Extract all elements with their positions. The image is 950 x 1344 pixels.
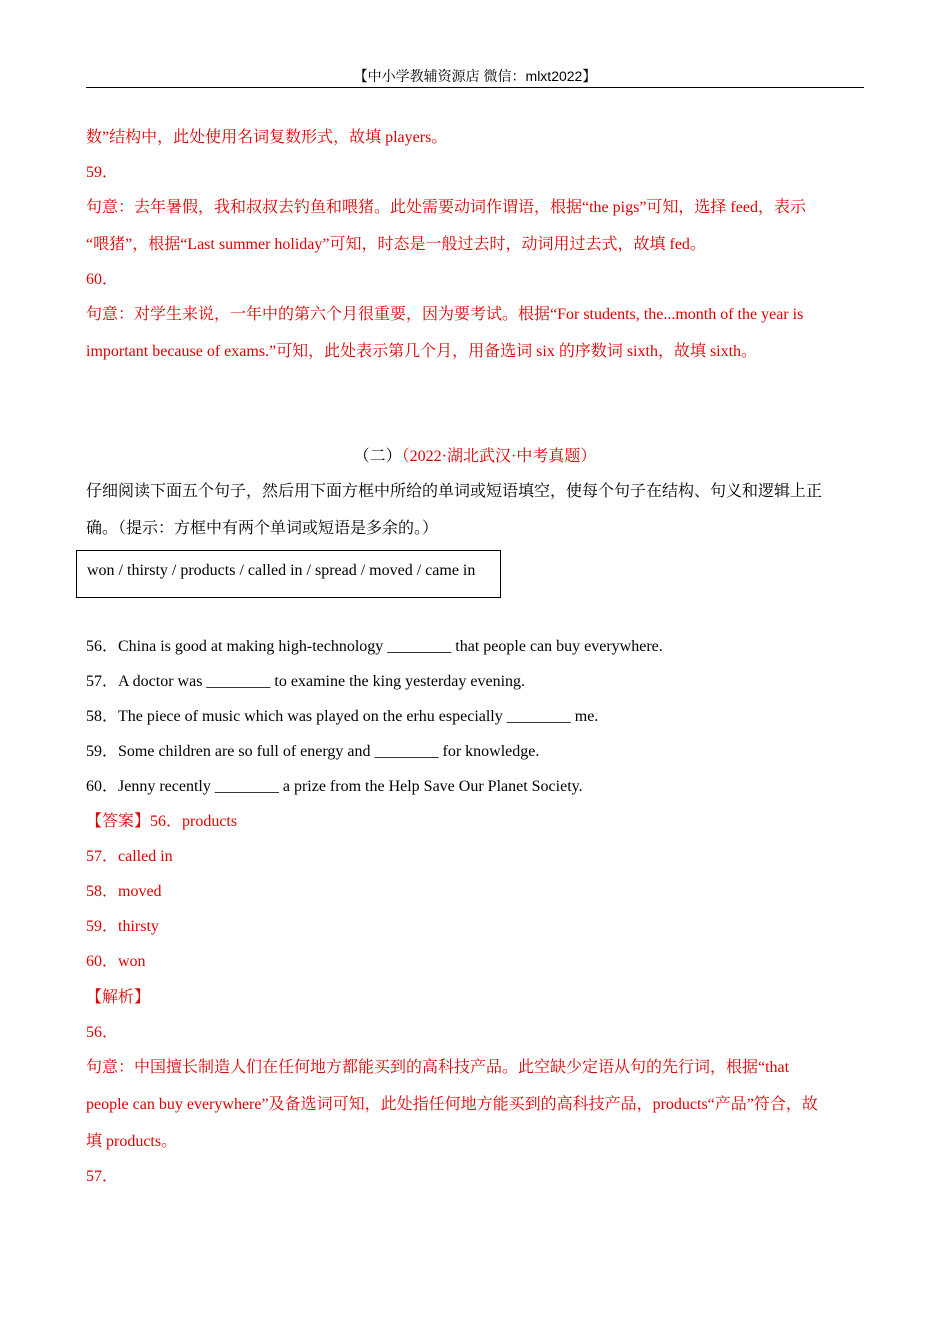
answer-56: 【答案】56．products (86, 813, 238, 830)
question-60-number: 60． (86, 271, 119, 288)
header-divider (86, 87, 864, 88)
answer-57: 57．called in (86, 848, 173, 865)
question-59-number: 59． (86, 164, 119, 181)
question-58: 58．The piece of music which was played on the erhu especially ________ me. (86, 708, 599, 725)
analysis-56-line1: 句意：中国擅长制造人们在任何地方都能买到的高科技产品。此空缺少定语从句的先行词，根据“that (86, 1059, 790, 1076)
section-title (86, 447, 864, 467)
answer-58: 58．moved (86, 883, 162, 900)
question-60-explanation-line1: 句意：对学生来说，一年中的第六个月很重要，因为要考试。根据“For students, the...month of the year is (86, 306, 804, 323)
instructions-line1: 仔细阅读下面五个句子，然后用下面方框中所给的单词或短语填空，使每个句子在结构、句义和逻辑上正 (86, 483, 823, 500)
question-56: 56．China is good at making high-technology ________ that people can buy everywhere. (86, 638, 663, 655)
section-number: （二） (353, 448, 402, 465)
question-59-explanation-line2: “喂猪”，根据“Last summer holiday”可知，时态是一般过去时，动词用过去式，故填 fed。 (86, 236, 706, 253)
question-59: 59．Some children are so full of energy and ________ for knowledge. (86, 743, 540, 760)
instructions-line2: 确。（提示：方框中有两个单词或短语是多余的。） (86, 520, 439, 537)
analysis-label: 【解析】 (86, 989, 151, 1006)
page-header: 【中小学教辅资源店 微信：mlxt2022】 (353, 68, 597, 84)
analysis-56-number: 56． (86, 1024, 119, 1041)
word-box (76, 550, 501, 598)
question-57: 57．A doctor was ________ to examine the king yesterday evening. (86, 673, 526, 690)
explanation-continuation: 数”结构中，此处使用名词复数形式，故填 players。 (86, 129, 448, 146)
analysis-57-number: 57． (86, 1168, 119, 1185)
section-source: （2022·湖北武汉·中考真题） (401, 448, 597, 465)
answer-59: 59．thirsty (86, 918, 159, 935)
question-59-explanation-line1: 句意：去年暑假，我和叔叔去钓鱼和喂猪。此处需要动词作谓语，根据“the pigs”可知，选择 feed，表示 (86, 199, 806, 216)
answer-60: 60．won (86, 953, 146, 970)
word-box-text: won / thirsty / products / called in / spread / moved / came in (87, 562, 476, 579)
question-60-explanation-line2: important because of exams.”可知，此处表示第几个月，用备选词 six 的序数词 sixth，故填 sixth。 (86, 343, 758, 360)
analysis-56-line2: people can buy everywhere”及备选词可知，此处指任何地方能买到的高科技产品，products“产品”符合，故 (86, 1096, 818, 1113)
analysis-56-line3: 填 products。 (86, 1133, 178, 1150)
question-60: 60．Jenny recently ________ a prize from the Help Save Our Planet Society. (86, 778, 583, 795)
